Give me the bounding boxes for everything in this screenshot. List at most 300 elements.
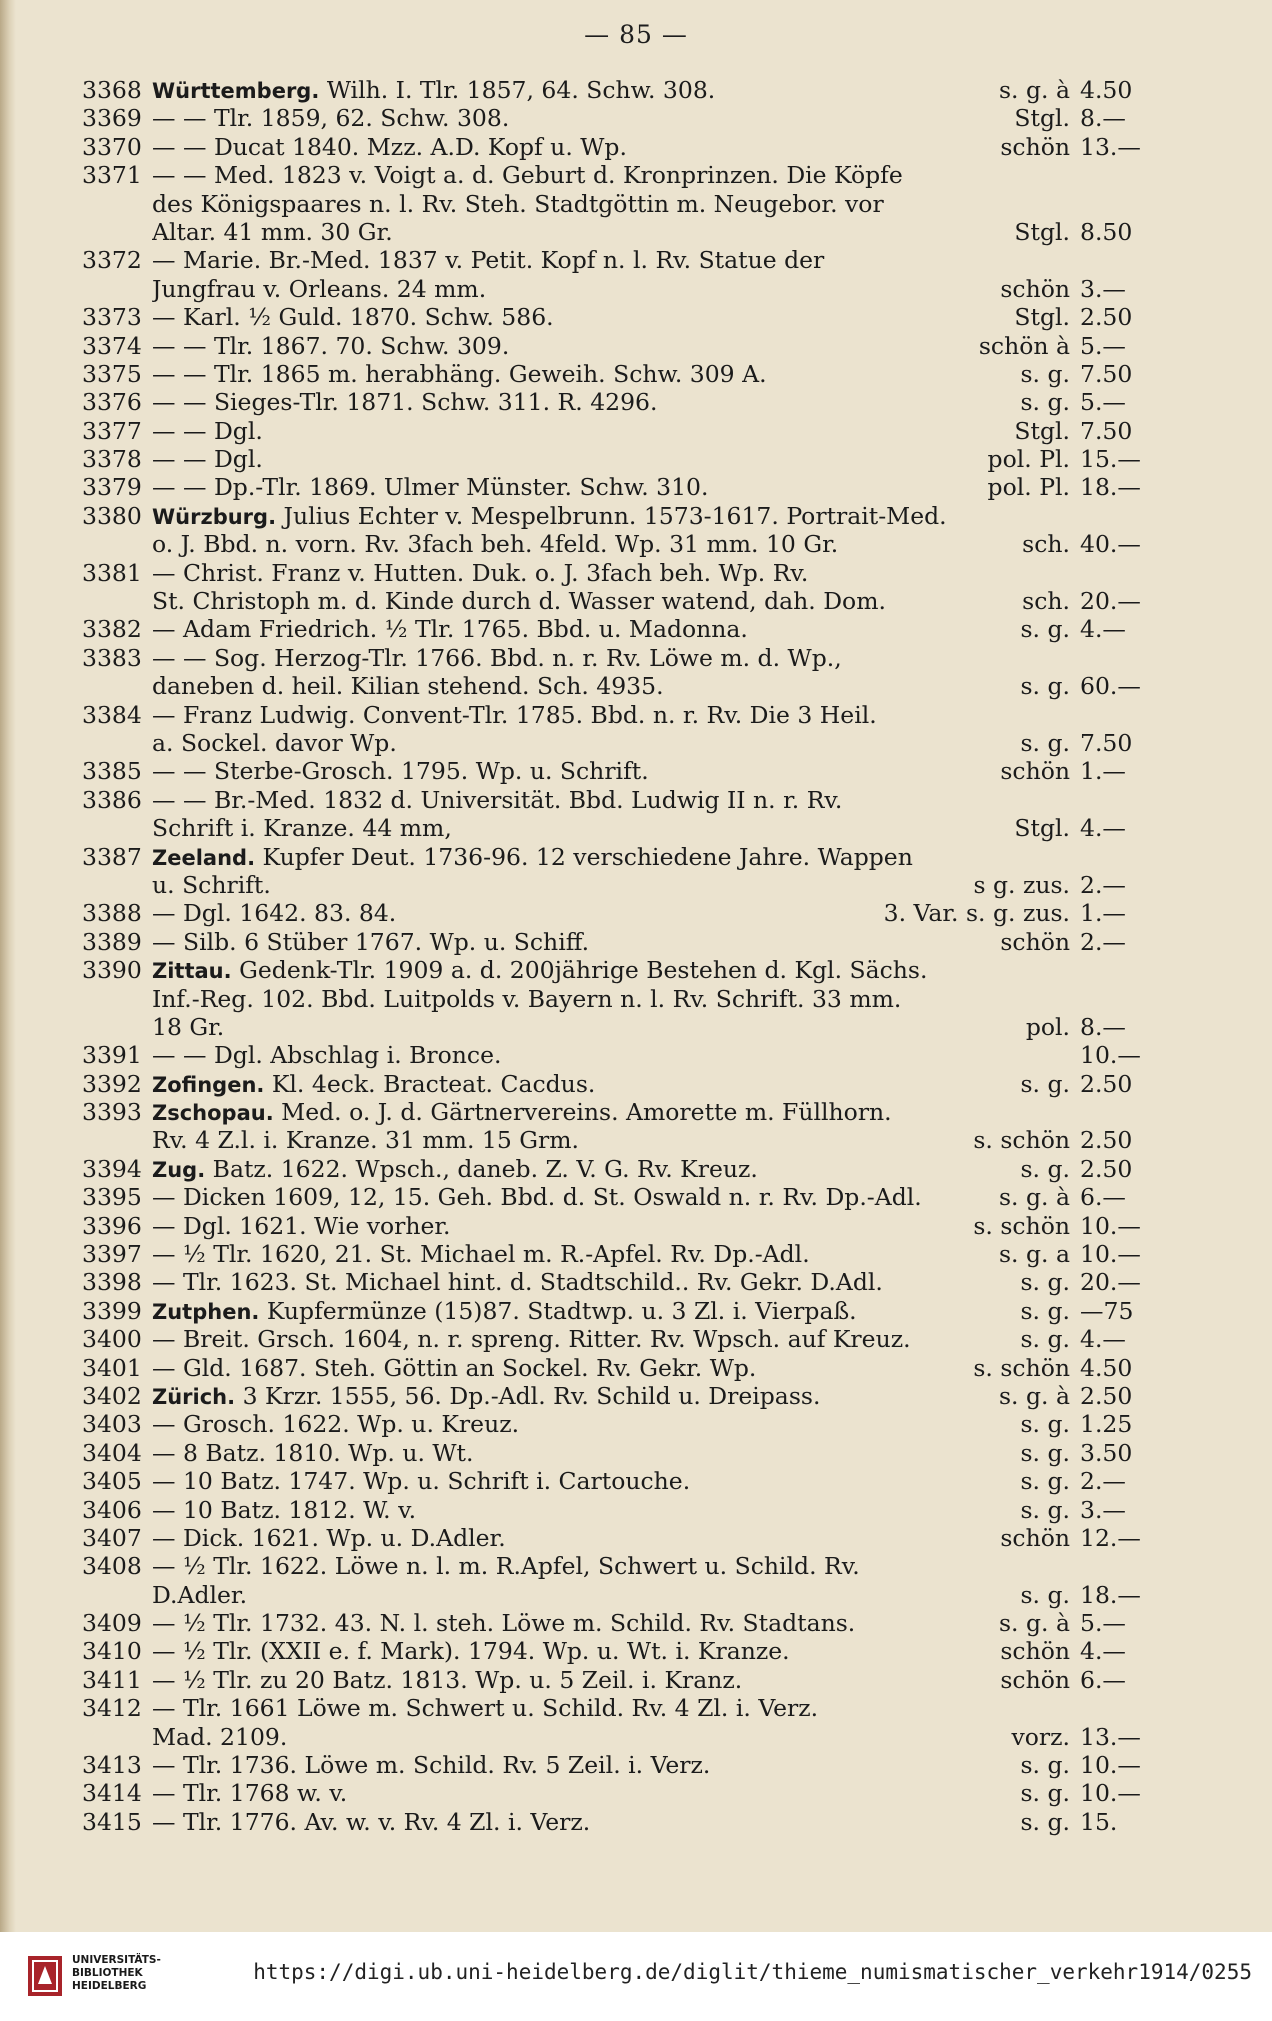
lot-description [152, 928, 992, 956]
description-text: — — Dp.-Tlr. 1869. Ulmer Münster. Schw. 310. [152, 473, 709, 502]
condition: schön [1000, 927, 1070, 956]
description-text: — Karl. ½ Guld. 1870. Schw. 586. [152, 303, 554, 332]
lot-description [152, 76, 991, 105]
price: 1.— [1080, 757, 1126, 786]
lot-description [152, 786, 1062, 814]
description-text: — — Sterbe-Grosch. 1795. Wp. u. Schrift. [152, 757, 649, 786]
description-text: Julius Echter v. Mespelbrunn. 1573-1617. Portrait-Med. [283, 501, 947, 530]
price: 13.— [1080, 1722, 1141, 1751]
lot-description [152, 275, 992, 303]
description-text: Kl. 4eck. Bracteat. Cacdus. [271, 1069, 596, 1098]
price: 2.50 [1080, 1154, 1133, 1183]
price: 1.25 [1080, 1410, 1133, 1439]
lot-description [152, 303, 1006, 331]
lot-number: 3372 [82, 246, 142, 275]
lot-description [152, 1637, 992, 1665]
lot-number: 3400 [82, 1325, 142, 1354]
lot-number: 3415 [82, 1807, 142, 1836]
lot-description [152, 843, 1062, 872]
lot-number: 3390 [82, 956, 142, 985]
catalog-line [82, 899, 1162, 927]
lot-number: 3391 [82, 1041, 142, 1070]
condition: s. g. [1020, 1268, 1070, 1297]
condition: s. g. [1020, 1438, 1070, 1467]
description-text: — ½ Tlr. 1622. Löwe n. l. m. R.Apfel, Schwert u. Schild. Rv. [152, 1552, 860, 1581]
lot-number: 3407 [82, 1523, 142, 1552]
lot-number: 3402 [82, 1381, 142, 1410]
price: 18.— [1080, 1580, 1141, 1609]
catalog-line [82, 729, 1162, 757]
lot-number: 3408 [82, 1552, 142, 1581]
catalog-line [82, 871, 1162, 899]
lot-description [152, 388, 1012, 416]
condition: s. schön [973, 1211, 1070, 1240]
description-text: — ½ Tlr. 1732. 43. N. l. steh. Löwe m. Schild. Rv. Stadtans. [152, 1609, 856, 1638]
condition: s. g. [1020, 1069, 1070, 1098]
description-text: — Silb. 6 Stüber 1767. Wp. u. Schiff. [152, 927, 590, 956]
lot-description [152, 615, 1012, 643]
catalog-line [82, 473, 1162, 501]
catalog-line [82, 1041, 1162, 1069]
lot-number: 3379 [82, 473, 142, 502]
price: 2.50 [1080, 303, 1133, 332]
price: 5.— [1080, 1609, 1126, 1638]
description-text: — — Med. 1823 v. Voigt a. d. Geburt d. Kronprinzen. Die Köpfe [152, 161, 903, 190]
price: 6.— [1080, 1183, 1126, 1212]
catalog-line [82, 1552, 1162, 1580]
condition: s. schön [973, 1126, 1070, 1155]
description-text: — Tlr. 1661 Löwe m. Schwert u. Schild. Rv. 4 Zl. i. Verz. [152, 1694, 819, 1723]
price: 5.— [1080, 388, 1126, 417]
lot-number: 3405 [82, 1467, 142, 1496]
catalog-line [82, 1808, 1162, 1836]
description-text: 18 Gr. [152, 1012, 225, 1041]
lot-number: 3413 [82, 1751, 142, 1780]
description-text: Inf.-Reg. 102. Bbd. Luitpolds v. Bayern n. l. Rv. Schrift. 33 mm. [152, 984, 902, 1013]
lot-description [152, 559, 1062, 587]
description-text: Mad. 2109. [152, 1722, 288, 1751]
price: 7.50 [1080, 728, 1133, 757]
lot-description [152, 133, 992, 161]
catalog-line [82, 928, 1162, 956]
price: 60.— [1080, 672, 1141, 701]
lot-number: 3377 [82, 416, 142, 445]
description-text: — Marie. Br.-Med. 1837 v. Petit. Kopf n. l. Rv. Statue der [152, 246, 825, 275]
price: 2.— [1080, 1467, 1126, 1496]
condition: sch. [1022, 587, 1070, 616]
place-name: Zofingen. [152, 1072, 265, 1097]
lot-description [152, 672, 1012, 700]
lot-number: 3395 [82, 1183, 142, 1212]
lot-number: 3399 [82, 1296, 142, 1325]
lot-description [152, 644, 1062, 672]
catalog-line [82, 530, 1162, 558]
catalog-line [82, 1666, 1162, 1694]
lot-number: 3411 [82, 1665, 142, 1694]
lot-description [152, 417, 1006, 445]
catalog-line [82, 1098, 1162, 1126]
lot-number: 3394 [82, 1154, 142, 1183]
catalog-line [82, 786, 1162, 814]
catalog-line [82, 1723, 1162, 1751]
condition: sch. [1022, 530, 1070, 559]
catalog-line [82, 1155, 1162, 1183]
catalog-line [82, 1637, 1162, 1665]
lot-description [152, 104, 1006, 132]
lot-description [152, 1779, 1012, 1807]
description-text: — — Sieges-Tlr. 1871. Schw. 311. R. 4296. [152, 388, 658, 417]
lot-description [152, 1496, 1012, 1524]
price: 4.— [1080, 1325, 1126, 1354]
condition: s. g. [1020, 1154, 1070, 1183]
catalog-line [82, 76, 1162, 104]
condition: Stgl. [1014, 814, 1070, 843]
lot-description [152, 871, 965, 899]
lot-number: 3382 [82, 615, 142, 644]
lot-number: 3380 [82, 501, 142, 530]
permalink-url[interactable]: https://digi.ub.uni-heidelberg.de/diglit/thieme_numismatischer_verkehr1914/0255 [253, 1960, 1252, 1984]
catalog-line [82, 1183, 1162, 1211]
catalog-line [82, 1126, 1162, 1154]
lot-description [152, 587, 1014, 615]
page-number: — 85 — [584, 20, 688, 49]
condition: schön [1000, 1665, 1070, 1694]
lot-description [152, 1212, 965, 1240]
description-text: — — Tlr. 1859, 62. Schw. 308. [152, 104, 510, 133]
description-text: — Dicken 1609, 12, 15. Geh. Bbd. d. St. Oswald n. r. Rv. Dp.-Adl. [152, 1183, 922, 1212]
description-text: — Breit. Grsch. 1604, n. r. spreng. Ritter. Rv. Wpsch. auf Kreuz. [152, 1325, 911, 1354]
price: 10.— [1080, 1240, 1141, 1269]
lot-number: 3414 [82, 1779, 142, 1808]
description-text: Gedenk-Tlr. 1909 a. d. 200jährige Bestehen d. Kgl. Sächs. [239, 956, 928, 985]
price: 2.50 [1080, 1381, 1133, 1410]
lot-number: 3383 [82, 643, 142, 672]
catalog-line [82, 1410, 1162, 1438]
lot-number: 3370 [82, 132, 142, 161]
lot-description [152, 332, 971, 360]
condition: pol. Pl. [987, 445, 1070, 474]
condition: s. g. [1020, 1325, 1070, 1354]
lot-description [152, 1581, 1012, 1609]
condition: schön [1000, 132, 1070, 161]
lot-number: 3409 [82, 1609, 142, 1638]
description-text: — Franz Ludwig. Convent-Tlr. 1785. Bbd. n. r. Rv. Die 3 Heil. [152, 700, 877, 729]
catalog-line [82, 1751, 1162, 1779]
description-text: — — Dgl. [152, 416, 263, 445]
condition: s. g. [1020, 1467, 1070, 1496]
description-text: — — Ducat 1840. Mzz. A.D. Kopf u. Wp. [152, 132, 627, 161]
lot-description [152, 1070, 1012, 1099]
lot-description [152, 1325, 1012, 1353]
price: 3.— [1080, 1495, 1126, 1524]
lot-number: 3378 [82, 445, 142, 474]
description-text: — — Tlr. 1867. 70. Schw. 309. [152, 331, 510, 360]
lot-description [152, 1666, 992, 1694]
description-text: Kupfermünze (15)87. Stadtwp. u. 3 Zl. i. Vierpaß. [266, 1296, 857, 1325]
price: 2.50 [1080, 1126, 1133, 1155]
price: 4.— [1080, 814, 1126, 843]
condition: s. g. [1020, 1751, 1070, 1780]
lot-description [152, 701, 1062, 729]
viewer-footer [0, 1932, 1272, 2021]
lot-number: 3371 [82, 161, 142, 190]
lot-description [152, 473, 980, 501]
lot-description [152, 1439, 1012, 1467]
description-text: Med. o. J. d. Gärtnervereins. Amorette m. Füllhorn. [281, 1098, 892, 1127]
catalog-line [82, 303, 1162, 331]
catalog-entries [82, 76, 1162, 1836]
lot-number: 3386 [82, 785, 142, 814]
condition: s. g. a [999, 1240, 1070, 1269]
lot-description [152, 1723, 1003, 1751]
description-text: — 10 Batz. 1747. Wp. u. Schrift i. Cartouche. [152, 1467, 691, 1496]
library-logo[interactable] [28, 1952, 161, 2002]
lot-number: 3374 [82, 331, 142, 360]
library-name-line-1: UNIVERSITÄTS- [72, 1954, 161, 1966]
lot-description [152, 1524, 992, 1552]
price: 10.— [1080, 1779, 1141, 1808]
library-name [72, 1954, 161, 1993]
library-seal-icon [28, 1956, 62, 1996]
catalog-line [82, 275, 1162, 303]
catalog-line [82, 360, 1162, 388]
lot-number: 3404 [82, 1438, 142, 1467]
lot-description [152, 1552, 1062, 1580]
price: 18.— [1080, 473, 1141, 502]
catalog-line [82, 190, 1162, 218]
price: 4.— [1080, 615, 1126, 644]
catalog-line [82, 246, 1162, 274]
lot-number: 3389 [82, 927, 142, 956]
price: 5.— [1080, 331, 1126, 360]
lot-description [152, 757, 992, 785]
lot-number: 3398 [82, 1268, 142, 1297]
lot-description [152, 1410, 1012, 1438]
condition: vorz. [1011, 1722, 1070, 1751]
catalog-line [82, 1524, 1162, 1552]
description-text: — Dgl. 1642. 83. 84. [152, 899, 397, 928]
place-name: Zug. [152, 1157, 206, 1182]
description-text: Rv. 4 Z.l. i. Kranze. 31 mm. 15 Grm. [152, 1126, 580, 1155]
lot-description [152, 1041, 1062, 1069]
price: 15.— [1080, 445, 1141, 474]
catalog-line [82, 1581, 1162, 1609]
library-name-line-2: BIBLIOTHEK [72, 1967, 143, 1979]
description-text: — — Dgl. Abschlag i. Bronce. [152, 1041, 502, 1070]
catalog-line [82, 644, 1162, 672]
catalog-line [82, 133, 1162, 161]
lot-description [152, 1126, 965, 1154]
description-text: — Tlr. 1768 w. v. [152, 1779, 348, 1808]
price: 8.— [1080, 1012, 1126, 1041]
place-name: Württemberg. [152, 79, 320, 103]
lot-description [152, 246, 1062, 274]
lot-number: 3401 [82, 1353, 142, 1382]
lot-description [152, 1098, 1062, 1127]
description-text: Wilh. I. Tlr. 1857, 64. Schw. 308. [326, 76, 716, 104]
catalog-line [82, 672, 1162, 700]
catalog-line [82, 104, 1162, 132]
description-text: 3 Krzr. 1555, 56. Dp.-Adl. Rv. Schild u. Dreipass. [242, 1381, 821, 1410]
lot-description [152, 1467, 1012, 1495]
condition: Stgl. [1014, 416, 1070, 445]
description-text: daneben d. heil. Kilian stehend. Sch. 4935. [152, 672, 664, 701]
condition: s g. zus. [973, 870, 1070, 899]
condition: 3. Var. s. g. zus. [883, 899, 1070, 928]
catalog-line [82, 1779, 1162, 1807]
price: —75 [1080, 1296, 1134, 1325]
description-text: — Tlr. 1623. St. Michael hint. d. Stadtschild.. Rv. Gekr. D.Adl. [152, 1268, 883, 1297]
description-text: — Christ. Franz v. Hutten. Duk. o. J. 3fach beh. Wp. Rv. [152, 558, 809, 587]
description-text: — Tlr. 1776. Av. w. v. Rv. 4 Zl. i. Verz. [152, 1807, 591, 1836]
lot-number: 3387 [82, 842, 142, 871]
description-text: — 10 Batz. 1812. W. v. [152, 1495, 417, 1524]
description-text: D.Adler. [152, 1580, 248, 1609]
price: 3.— [1080, 274, 1126, 303]
condition: s. g. à [999, 1381, 1070, 1410]
catalog-line [82, 1070, 1162, 1098]
price: 2.— [1080, 870, 1126, 899]
condition: s. g. [1020, 672, 1070, 701]
lot-number: 3375 [82, 359, 142, 388]
lot-description [152, 1609, 991, 1637]
catalog-line [82, 814, 1162, 842]
description-text: — 8 Batz. 1810. Wp. u. Wt. [152, 1438, 474, 1467]
condition: s. g. [1020, 388, 1070, 417]
description-text: — Grosch. 1622. Wp. u. Kreuz. [152, 1410, 520, 1439]
lot-number: 3373 [82, 303, 142, 332]
lot-description [152, 502, 1062, 531]
catalog-line [82, 1013, 1162, 1041]
price: 1.— [1080, 899, 1126, 928]
catalog-line [82, 161, 1162, 189]
lot-number: 3397 [82, 1240, 142, 1269]
lot-description [152, 985, 1062, 1013]
lot-description [152, 360, 1012, 388]
description-text: Batz. 1622. Wpsch., daneb. Z. V. G. Rv. Kreuz. [212, 1154, 758, 1183]
condition: pol. [1025, 1012, 1070, 1041]
price: 2.— [1080, 927, 1126, 956]
price: 7.50 [1080, 359, 1133, 388]
catalog-line [82, 1212, 1162, 1240]
place-name: Zittau. [152, 959, 232, 984]
library-name-line-3: HEIDELBERG [72, 1980, 147, 1992]
lot-description [152, 190, 1062, 218]
lot-description [152, 1382, 991, 1411]
condition: Stgl. [1014, 303, 1070, 332]
place-name: Würzburg. [152, 504, 277, 529]
price: 10.— [1080, 1751, 1141, 1780]
lot-number: 3410 [82, 1637, 142, 1666]
lot-number: 3368 [82, 76, 142, 104]
description-text: — — Tlr. 1865 m. herabhäng. Geweih. Schw. 309 A. [152, 359, 767, 388]
lot-number: 3381 [82, 558, 142, 587]
condition: schön [1000, 1523, 1070, 1552]
catalog-line [82, 615, 1162, 643]
lot-description [152, 814, 1006, 842]
description-text: — — Br.-Med. 1832 d. Universität. Bbd. Ludwig II n. r. Rv. [152, 785, 843, 814]
catalog-line [82, 1694, 1162, 1722]
description-text: u. Schrift. [152, 870, 271, 899]
price: 2.50 [1080, 1069, 1133, 1098]
condition: schön à [978, 331, 1070, 360]
lot-number: 3388 [82, 899, 142, 928]
description-text: — Adam Friedrich. ½ Tlr. 1765. Bbd. u. Madonna. [152, 615, 748, 644]
catalog-line [82, 1240, 1162, 1268]
lot-description [152, 1297, 1012, 1326]
condition: s. g. [1020, 1807, 1070, 1836]
condition: Stgl. [1014, 217, 1070, 246]
lot-number: 3369 [82, 104, 142, 133]
price: 3.50 [1080, 1438, 1133, 1467]
condition: s. g. [1020, 728, 1070, 757]
description-text: Altar. 41 mm. 30 Gr. [152, 217, 393, 246]
lot-description [152, 1354, 965, 1382]
catalog-line [82, 843, 1162, 871]
lot-description [152, 1751, 1012, 1779]
lot-number: 3385 [82, 757, 142, 786]
lot-number: 3396 [82, 1211, 142, 1240]
catalog-line [82, 218, 1162, 246]
condition: s. g. [1020, 1495, 1070, 1524]
catalog-line [82, 956, 1162, 984]
lot-description [152, 161, 1062, 189]
lot-description [152, 1808, 1012, 1836]
price: 13.— [1080, 132, 1141, 161]
description-text: Kupfer Deut. 1736-96. 12 verschiedene Jahre. Wappen [262, 842, 913, 871]
lot-number: 3412 [82, 1694, 142, 1723]
price: 12.— [1080, 1523, 1141, 1552]
catalog-line [82, 332, 1162, 360]
description-text: des Königspaares n. l. Rv. Steh. Stadtgöttin m. Neugebor. vor [152, 189, 884, 218]
price: 20.— [1080, 587, 1141, 616]
catalog-line [82, 701, 1162, 729]
description-text: — ½ Tlr. 1620, 21. St. Michael m. R.-Apfel. Rv. Dp.-Adl. [152, 1240, 810, 1269]
catalog-line [82, 1609, 1162, 1637]
description-text: Jungfrau v. Orleans. 24 mm. [152, 274, 487, 303]
lot-description [152, 1240, 991, 1268]
catalog-line [82, 1496, 1162, 1524]
lot-description [152, 899, 876, 927]
price: 10.— [1080, 1211, 1141, 1240]
description-text: — ½ Tlr. (XXII e. f. Mark). 1794. Wp. u. Wt. i. Kranze. [152, 1637, 790, 1666]
price: 8.50 [1080, 217, 1133, 246]
description-text: — — Dgl. [152, 445, 263, 474]
condition: s. g. [1020, 1296, 1070, 1325]
condition: s. g. [1020, 1410, 1070, 1439]
condition: s. g. [1020, 1580, 1070, 1609]
lot-description [152, 1268, 1012, 1296]
condition: s. g. à [999, 1183, 1070, 1212]
catalog-line [82, 985, 1162, 1013]
catalog-line [82, 502, 1162, 530]
catalog-line [82, 1354, 1162, 1382]
condition: s. g. à [999, 1609, 1070, 1638]
description-text: — Dick. 1621. Wp. u. D.Adler. [152, 1523, 506, 1552]
description-text: — Gld. 1687. Steh. Göttin an Sockel. Rv. Gekr. Wp. [152, 1353, 757, 1382]
price: 7.50 [1080, 416, 1133, 445]
description-text: — Tlr. 1736. Löwe m. Schild. Rv. 5 Zeil. i. Verz. [152, 1751, 711, 1780]
lot-number: 3376 [82, 388, 142, 417]
place-name: Zutphen. [152, 1299, 260, 1324]
lot-number: 3393 [82, 1098, 142, 1127]
condition: s. g. [1020, 1779, 1070, 1808]
place-name: Zeeland. [152, 845, 256, 870]
lot-description [152, 530, 1014, 558]
lot-description [152, 1694, 1062, 1722]
price: 6.— [1080, 1665, 1126, 1694]
description-text: a. Sockel. davor Wp. [152, 728, 397, 757]
